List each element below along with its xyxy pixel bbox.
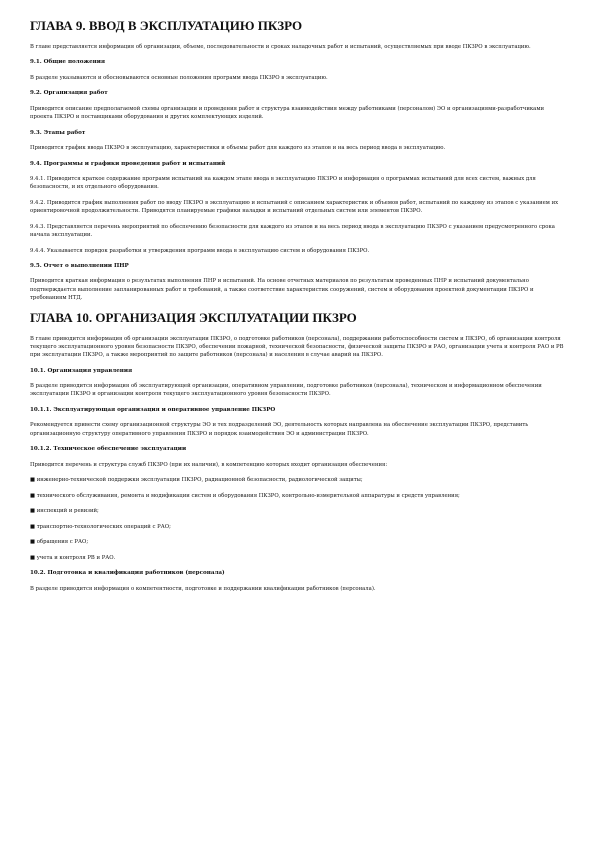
list-item: ■ инженерно-технической поддержки эксплуатации ПКЗРО, радиационной безопасности, радиологической защиты;	[30, 477, 363, 484]
chapter-9-title: ГЛАВА 9. ВВОД В ЭКСПЛУАТАЦИЮ ПКЗРО	[30, 18, 303, 33]
section-10-2-title: 10.2. Подготовка и квалификация работников (персонала)	[30, 570, 225, 577]
chapter-10-title: ГЛАВА 10. ОРГАНИЗАЦИЯ ЭКСПЛУАТАЦИИ ПКЗРО	[30, 309, 357, 325]
section-10-2-text: В разделе приводится информация о компетентности, подготовке и поддержании квалификации работников (персонала).	[30, 585, 376, 592]
section-9-4-3-text: 9.4.3. Представляется перечень мероприятий по обеспечению безопасности для каждого из этапов и на весь период ввода в эксплуатацию ПКЗРО с указанием предусмотренного срока начала эксплуатации.	[30, 223, 555, 239]
list-item: ■ обращения с РАО;	[30, 539, 89, 546]
section-9-1-title: 9.1. Общие положения	[30, 59, 106, 66]
chapter-10-intro: В главе приводится информация об организации эксплуатации ПКЗРО, о подготовке работников (персонала), поддержании работоспособности систем и ПКЗРО, об организации контроля текущего эксплуатационного уровня безопасности ПКЗРО, обеспечении пожарной, технической безопасности, физической защиты ПКЗРО и РАО, организации учета и контроля РАО и РВ при эксплуатации ПКЗРО, а также мероприятий по защите работников (персонала) и населения в случае аварий на ПКЗРО.	[30, 335, 564, 359]
section-9-1-text: В разделе указываются и обосновываются основные положения программ ввода ПКЗРО в эксплуатацию.	[30, 74, 328, 81]
section-9-4-title: 9.4. Программы и графики проведения работ и испытаний	[30, 160, 226, 167]
section-9-5-text: Приводится краткая информация о результатах выполнения ПНР и испытаний. На основе отчетных материалов по результатам проведенных ПНР и испытаний документально подтверждается выполнение запланированных работ и требований, а также соответствие характеристик сооружений, систем и оборудования проектной документации ПКЗРО и требованиям НТД.	[30, 278, 534, 302]
section-9-4-2-text: 9.4.2. Приводится график выполнения работ по вводу ПКЗРО в эксплуатацию и испытаний с описанием характеристик и объемов работ, испытаний по каждому из этапов с указанием их ориентировочной продолжительности. Приводятся планируемые графики наладки и испытаний отдельных систем или элементов ПКЗРО.	[30, 199, 559, 215]
chapter-9-intro: В главе представляется информация об организации, объеме, последовательности и сроках наладочных работ и испытаний, осуществляемых при вводе ПКЗРО в эксплуатацию.	[30, 44, 531, 50]
section-10-1-2-title: 10.1.2. Техническое обеспечение эксплуатации	[30, 446, 187, 453]
section-10-1-2-text: Приводится перечень и структура служб ПКЗРО (при их наличии), в компетенцию которых входит организация обеспечения:	[30, 461, 388, 468]
list-item: ■ технического обслуживания, ремонта и модификации систем и оборудования ПКЗРО, контрольно-измерительной аппаратуры и средств управления;	[30, 492, 460, 499]
list-item: ■ транспортно-технологических операций с РАО;	[30, 523, 171, 530]
section-9-4-4-text: 9.4.4. Указывается порядок разработки и утверждения программ ввода в эксплуатацию систем и оборудования ПКЗРО.	[30, 247, 370, 254]
section-9-3-text: Приводится график ввода ПКЗРО в эксплуатацию, характеристики и объемы работ для каждого из этапов и на весь период ввода в эксплуатацию.	[30, 145, 446, 152]
section-9-4-1-text: 9.4.1. Приводится краткое содержание программ испытаний на каждом этапе ввода в эксплуатацию ПКЗРО и информация о программах испытаний для всех систем, важных для безопасности, и их отдельного оборудования.	[30, 176, 536, 191]
section-9-5-title: 9.5. Отчет о выполнении ПНР	[30, 263, 129, 269]
section-10-1-title: 10.1. Организация управления	[30, 367, 133, 374]
section-9-2-title: 9.2. Организация работ	[30, 90, 108, 97]
section-10-1-1-text: Рекомендуется привести схему организационной структуры ЭО и тех подразделений ЭО, деятельность которых направлена на обеспечение эксплуатации ПКЗРО, представить организационную структуру оперативного управления ПКЗРО и порядок взаимодействия ЭО и администрации ПКЗРО.	[30, 422, 529, 437]
section-9-2-text: Приводится описание предполагаемой схемы организации и проведения работ и структура взаимодействия между работниками (персоналом) ЭО и организациями-разработчиками проекта ПКЗРО и поставщиками оборудования и других комплектующих изделий.	[30, 105, 544, 121]
list-item: ■ учета и контроля РВ и РАО.	[30, 554, 116, 561]
section-10-1-text: В разделе приводится информация об эксплуатирующей организации, оперативном управлении, подготовке работников (персонала), техническом и информационном обеспечении эксплуатации ПКЗРО и организации контроля текущего эксплуатационного уровня безопасности ПКЗРО.	[30, 383, 542, 398]
list-item: ■ инспекций и ревизий;	[30, 508, 99, 515]
section-10-1-1-title: 10.1.1. Эксплуатирующая организация и оперативное управление ПКЗРО	[30, 406, 276, 413]
section-9-3-title: 9.3. Этапы работ	[30, 129, 86, 136]
